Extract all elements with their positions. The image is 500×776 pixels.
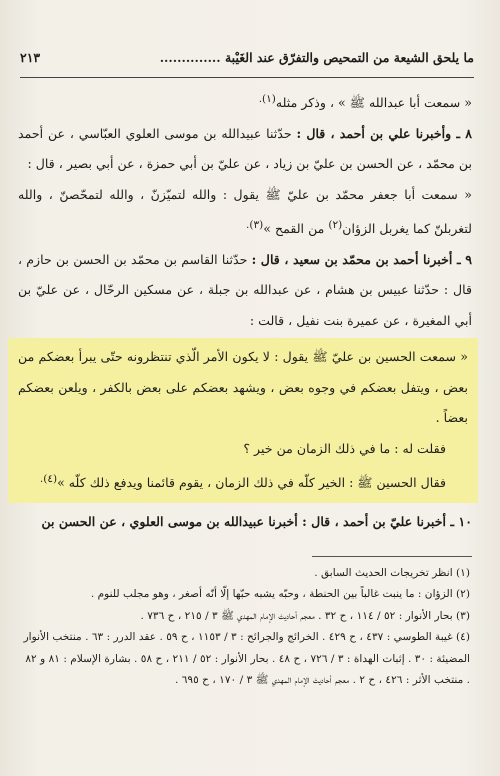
page-number: ٢١٣	[20, 50, 41, 65]
paragraph-2	[18, 119, 472, 180]
footnote-2: (٢) الزؤان : ما ينبت غالباً بين الحنطة ، وحبّه يشبه حبّها إلّا أنّه أصغر ، وهو مجلب للنوم .	[90, 588, 470, 601]
narration-chain: حدّثنا عبيدالله بن موسى العلوي العبّاسي ، عن أحمد بن محمّد ، عن الحسن بن عليّ بن زياد ، عن عليّ بن أبي حمزة ، عن أبي بصير ، قال :	[18, 125, 472, 172]
paragraph-7	[18, 464, 468, 499]
footnote-1: (١) انظر تخريجات الحديث السابق .	[314, 567, 470, 579]
footnote-rule	[312, 556, 472, 557]
narration-chain: حدّثنا القاسم بن محمّد بن الحسن بن حازم ، قال : حدّثنا عبيس بن هشام ، عن عبدالله بن جبلة ، عن مسكين الرحّال ، عن عليّ بن أبي المغيرة ، عن عميرة بنت نفيل ، قالت :	[18, 251, 472, 328]
footnote-ref: (١).	[258, 93, 276, 105]
footnote-ref: (٢)	[328, 219, 343, 232]
quote-text: « سمعت أبا جعفر محمّد بن عليّ ﷺ يقول : والله لتميّزنّ ، والله لتمحّصنّ ، والله لتغربلنّ كما يغربل الزؤان	[18, 186, 472, 237]
paragraph-3	[18, 180, 472, 245]
narration-chain-bold: ٩ ـ أخبرنا أحمد بن محمّد بن سعيد ، قال :	[251, 251, 472, 267]
paragraph-1	[18, 84, 472, 119]
header-title: ما يلحق الشيعة من التمحيص والتفرّق عند الغَيْبة ..............	[159, 50, 474, 65]
paragraph-5: « سمعت الحسين بن عليّ ﷺ يقول : لا يكون الأمر الّذي تنتظرونه حتّى يبرأ بعضكم من بعض ، ويتفل بعضكم في وجوه بعض ، ويشهد بعضكم على بعض بالكفر ، ويلعن بعضكم بعضاً .	[18, 349, 468, 426]
quote-text: « سمعت أبا عبدالله ﷺ » ، وذكر مثله	[275, 95, 472, 111]
running-header	[20, 50, 474, 76]
main-text	[18, 84, 472, 538]
paragraph-4	[18, 245, 472, 337]
paragraph-8: ١٠ ـ أخبرنا عليّ بن أحمد ، قال : أخبرنا عبيدالله بن موسى العلوي ، عن الحسن بن	[41, 514, 472, 530]
footnote-3: (٣) بحار الأنوار : ٥٢ / ١١٤ ، ح ٣٢ . معجم أحاديث الإمام المهدي ﷺ ٣ / ٢١٥ ، ح ٧٣٦ .	[140, 609, 470, 622]
header-rule	[20, 77, 474, 78]
quote-text-end: من القمح »	[263, 221, 329, 237]
highlighted-passage	[8, 338, 478, 503]
footnote-4: (٤) غيبة الطوسي : ٤٣٧ ، ح ٤٢٩ . الخرائج والجرائح : ٣ / ١١٥٣ ، ح ٥٩ . عقد الدرر : ٦٣ . منتخب الأنوار المضيئة : ٣٠ . إثبات الهداة : ٣ / ٧٢٦ ، ح ٤٨ . بحار الأنوار : ٥٢ / ٢١١ ، ح ٥٨ . بشارة الإسلام : ٨١ و ٨٢ . منتخب الأثر : ٤٢٦ ، ح ٢ . معجم أحاديث الإمام المهدي ﷺ ٣ / ١٧٠ ، ح ٦٩٥ .	[23, 631, 470, 687]
paragraph-6: فقلت له : ما في ذلك الزمان من خير ؟	[243, 440, 446, 456]
footnotes	[22, 563, 470, 691]
narration-chain-bold: ٨ ـ وأخبرنا علي بن أحمد ، قال :	[296, 125, 473, 141]
footnote-ref: (٤).	[39, 473, 58, 486]
quote-text: فقال الحسين ﷺ : الخير كلّه في ذلك الزمان ، يقوم قائمنا ويدفع ذلك كلّه »	[57, 475, 446, 491]
footnote-ref: (٣).	[246, 219, 264, 232]
